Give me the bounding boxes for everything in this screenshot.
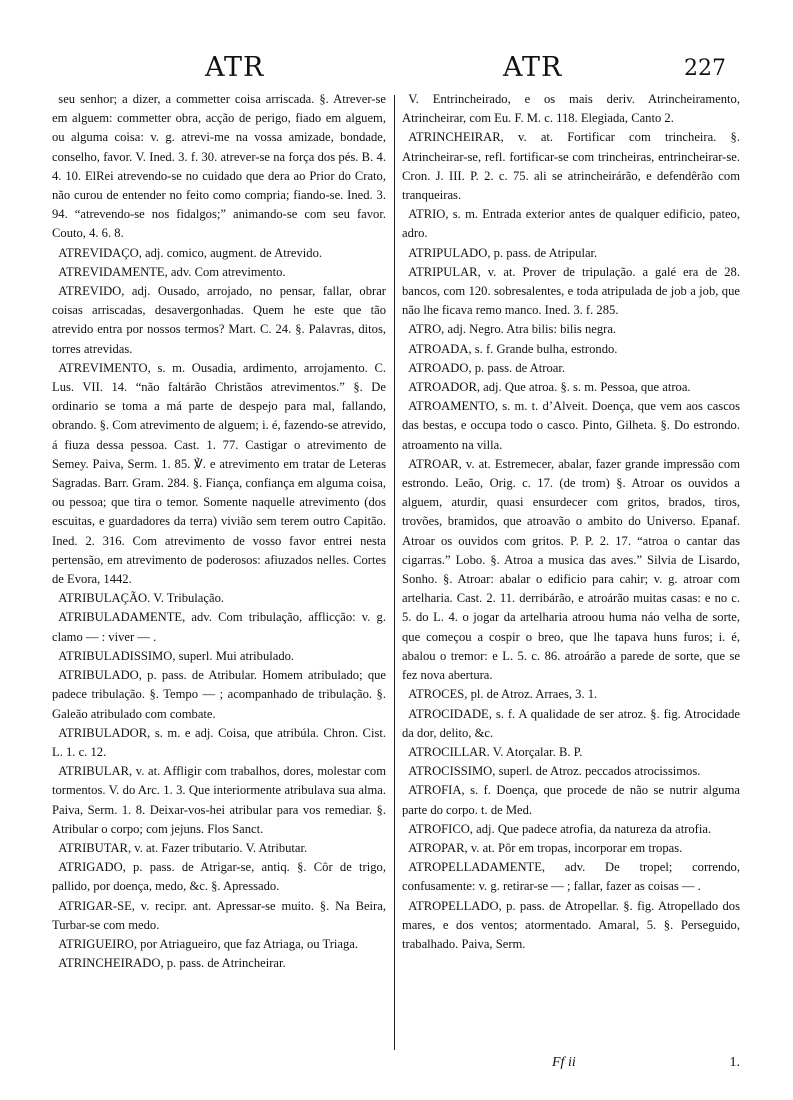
right-running-head: ATR xyxy=(503,52,563,83)
dictionary-entry: ATRIBULADOR, s. m. e adj. Coisa, que atribúla. Chron. Cist. L. 1. c. 12. xyxy=(52,725,386,759)
dictionary-entry: ATREVIDO, adj. Ousado, arrojado, no pensar, fallar, obrar coisas arriscadas, desavergonhadas. Quem he este que tão atrevido entra por nossos termos? Mart. C. 24. §. Palavras, ditos, torres atrevidas. xyxy=(52,284,386,356)
dictionary-entry: ATROPAR, v. at. Pôr em tropas, incorporar em tropas. xyxy=(408,840,683,855)
page-header xyxy=(0,52,793,92)
dictionary-entry: ATROCES, pl. de Atroz. Arraes, 3. 1. xyxy=(408,687,598,702)
dictionary-entry: ATREVIMENTO, s. m. Ousadia, ardimento, arrojamento. C. Lus. VII. 14. “não faltárão Christãos atrevimentos.” §. De ordinario se toma a má parte de despejo para mal, fallando, obrando. §. Com atrevimento de alguem; i. é, fazendo-se atrevido, á fiuza dessa pessoa. Cast. 1. 77. Castigar o atrevimento de Semey. Paiva, Serm. 1. 85. ℣. e atrevimento em tratar de Leteras Sagradas. Barr. Gram. 284. §. Fiança, confiança em alguma coisa, ou pessoa; que tira o temor. Somente naquelle atrevimento (dos escuitas, e guardadores da terra) vivião sem terem outro Capitão. Ined. 2. 316. Com atrevimento de vosso favor entrei nesta pertensão, em atrevimento de poderosos: afiuzados nelles. Cortes de Evora, 1442. xyxy=(52,360,386,587)
dictionary-entry: ATROFICO, adj. Que padece atrofia, da natureza da atrofia. xyxy=(408,821,712,836)
dictionary-entry: ATREVIDAÇO, adj. comico, augment. de Atrevido. xyxy=(58,245,323,260)
dictionary-entry: ATROAR, v. at. Estremecer, abalar, fazer grande impressão com estrondo. Leão, Orig. c. 17. (de trom) §. Atroar os ouvidos a alguem, aturdir, quasi ensurdecer com gritos, brados, tiros, trovões, bramidos, que atroavão o ambito do Universo. Epanaf. Atroar os ouvidos com gritos. P. P. 2. 17. “atroa o cantar das cigarras.” Lobo. §. Atroa a musica das aves.” Silvia de Lisardo, Sonho. §. Atroar: abalar o edificio para cahir; v. g. atroar com artelharia. Cast. 2. 11. derribárão, e atroárão muitas casas: e no c. 5. do L. 4. o jogar da artelharia atroou huma náo velha de sorte, que começou a cospir o breo, que lhe tapava huns furos; i. é, abalou o tremor: e L. 5. c. 86. atroárão a parede de sorte, que se fez nova abertura. xyxy=(402,456,740,683)
dictionary-entry: ATROAMENTO, s. m. t. d’Alveit. Doença, que vem aos cascos das bestas, e occupa todo o casco. Pinto, Gilheta. §. Do estrondo. atroamento na villa. xyxy=(402,399,740,452)
column-divider xyxy=(394,95,395,1050)
dictionary-entry: ATRO, adj. Negro. Atra bilis: bilis negra. xyxy=(408,322,617,337)
left-running-head: ATR xyxy=(205,52,265,83)
dictionary-entry: ATROADA, s. f. Grande bulha, estrondo. xyxy=(408,341,618,356)
dictionary-entry: ATROCISSIMO, superl. de Atroz. peccados atrocissimos. xyxy=(408,764,701,779)
dictionary-entry: ATRIBULAR, v. at. Affligir com trabalhos, dores, molestar com tormentos. V. do Arc. 1. 3. Que interiormente atribulava sua alma. Paiva, Serm. 1. 8. Deixar-vos-hei atribular para vos remediar. §. Atribular o corpo; com jejuns. Flos Sanct. xyxy=(52,764,386,836)
left-column xyxy=(52,90,386,973)
dictionary-entry: ATRINCHEIRADO, p. pass. de Atrincheirar. xyxy=(58,956,286,971)
dictionary-entry: V. Entrincheirado, e os mais deriv. Atrincheiramento, Atrincheirar, com Eu. F. M. c. 118. Elegiada, Canto 2. xyxy=(402,92,740,126)
dictionary-entry: ATRIBUTAR, v. at. Fazer tributario. V. Atributar. xyxy=(58,840,308,855)
dictionary-entry: ATRIGADO, p. pass. de Atrigar-se, antiq. §. Côr de trigo, pallido, por doença, medo, &c. §. Apressado. xyxy=(52,860,386,894)
dictionary-entry: ATRIBULADISSIMO, superl. Mui atribulado. xyxy=(58,648,295,663)
dictionary-entry: ATROCILLAR. V. Atorçalar. B. P. xyxy=(408,744,583,759)
right-column xyxy=(402,90,740,954)
dictionary-entry: ATRIPULAR, v. at. Prover de tripulação. a galé era de 28. bancos, com 120. sobresalentes, e toda atripulada de job a job, que não lhe ficava remo manco. Ined. 3. f. 285. xyxy=(402,264,740,318)
dictionary-entry: ATRIBULADAMENTE, adv. Com tribulação, afflicção: v. g. clamo — : viver — . xyxy=(52,610,386,644)
dictionary-entry: ATRINCHEIRAR, v. at. Fortificar com trincheira. §. Atrincheirar-se, refl. fortificar-se com trincheiras, entrincheirar-se. Cron. J. III. P. 2. c. 75. ali se atrincheirárão, e defendêrão com tranqueiras. xyxy=(402,130,740,203)
dictionary-entry: ATROFIA, s. f. Doença, que procede de não se nutrir alguma parte do corpo. t. de Med. xyxy=(402,783,740,817)
page-number: 227 xyxy=(684,56,726,81)
dictionary-entry: ATROPELLADO, p. pass. de Atropellar. §. fig. Atropellado dos mares, e dos ventos; atormentado. Amaral, 5. §. Perseguido, trabalhado. Paiva, Serm. xyxy=(402,898,740,951)
page-footer xyxy=(402,1055,740,1075)
dictionary-entry: ATRIGAR-SE, v. recipr. ant. Apressar-se muito. §. Na Beira, Turbar-se com medo. xyxy=(52,898,386,932)
dictionary-entry: ATRIBULADO, p. pass. de Atribular. Homem atribulado; que padece tribulação. §. Tempo — ; acompanhado de tribulação. §. Galeão atribulado com combate. xyxy=(52,668,386,721)
dictionary-entry: ATRIGUEIRO, por Atriagueiro, que faz Atriaga, ou Triaga. xyxy=(58,936,359,951)
dictionary-entry: ATRIPULADO, p. pass. de Atripular. xyxy=(408,245,598,260)
signature-mark: Ff ii xyxy=(552,1055,576,1070)
dictionary-entry: ATRIBULAÇÃO. V. Tribulação. xyxy=(58,591,225,606)
dictionary-entry: ATROCIDADE, s. f. A qualidade de ser atroz. §. fig. Atrocidade da dor, delito, &c. xyxy=(402,706,740,740)
dictionary-entry: ATROADO, p. pass. de Atroar. xyxy=(408,360,566,375)
dictionary-entry: seu senhor; a dizer, a commetter coisa arriscada. §. Atrever-se em alguem: commetter obra, acção de perigo, fiado em alguem, ou alguma coisa: v. g. atrevi-me na vossa amizade, bondade, conselho, favor. V. Ined. 3. f. 30. atrever-se na força dos pés. B. 4. 4. 10. ElRei atrevendo-se no cuidado que dera ao Prior do Crato, não curou de entender no feito como compria; fiando-se. Ined. 3. 94. “atrevendo-se nos fidalgos;” animando-se com seu favor. Couto, 4. 6. 8. xyxy=(52,92,386,241)
dictionary-entry: ATREVIDAMENTE, adv. Com atrevimento. xyxy=(58,264,286,279)
dictionary-entry: ATROPELLADAMENTE, adv. De tropel; correndo, confusamente: v. g. retirar-se — ; fallar, fazer as coisas — . xyxy=(402,860,740,894)
volume-mark: 1. xyxy=(729,1055,740,1070)
dictionary-entry: ATRIO, s. m. Entrada exterior antes de qualquer edificio, pateo, adro. xyxy=(402,207,740,241)
dictionary-entry: ATROADOR, adj. Que atroa. §. s. m. Pessoa, que atroa. xyxy=(408,380,691,395)
